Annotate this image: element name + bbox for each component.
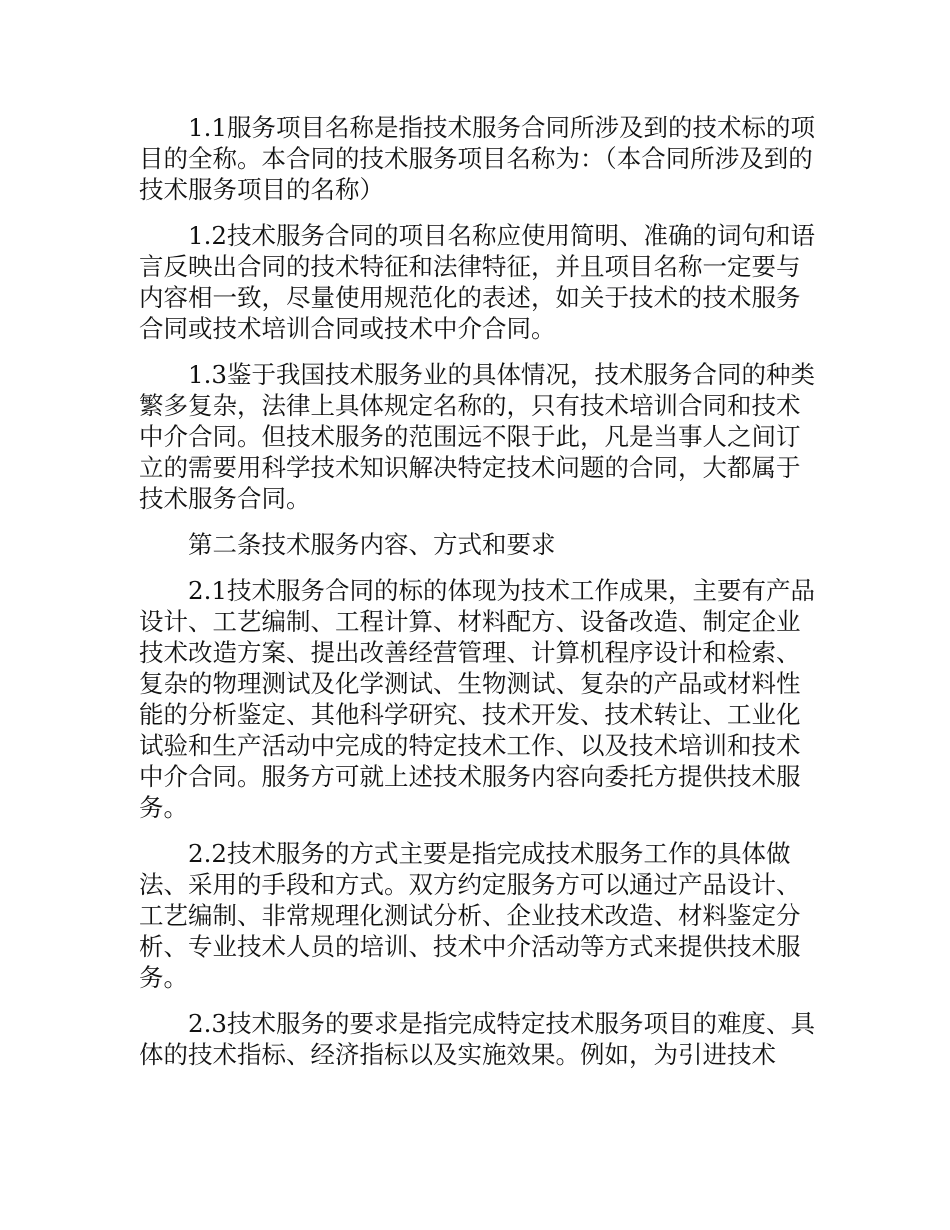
paragraph-2-2: 2.2技术服务的方式主要是指完成技术服务工作的具体做法、采用的手段和方式。双方约定服务方可以通过产品设计、工艺编制、非常规理化测试分析、企业技术改造、材料鉴定分析、专业技术人员的培训、技术中介活动等方式来提供技术服务。 [139,839,801,992]
paragraph-2-3: 2.3技术服务的要求是指完成特定技术服务项目的难度、具体的技术指标、经济指标以及实施效果。例如，为引进技术 [139,1009,815,1069]
paragraph-1-1: 1.1服务项目名称是指技术服务合同所涉及到的技术标的项目的全称。本合同的技术服务项目名称为：（本合同所涉及到的技术服务项目的名称） [139,113,815,204]
paragraph-2-1: 2.1技术服务合同的标的体现为技术工作成果，主要有产品设计、工艺编制、工程计算、材料配方、设备改造、制定企业技术改造方案、提出改善经营管理、计算机程序设计和检索、复杂的物理测试及化学测试、生物测试、复杂的产品或材料性能的分析鉴定、其他科学研究、技术开发、技术转让、工业化试验和生产活动中完成的特定技术工作、以及技术培训和技术中介合同。服务方可就上述技术服务内容向委托方提供技术服务。 [139,576,815,822]
document-body [139,112,819,1085]
paragraph-1-2: 1.2技术服务合同的项目名称应使用简明、准确的词句和语言反映出合同的技术特征和法律特征，并且项目名称一定要与内容相一致，尽量使用规范化的表述，如关于技术的技术服务合同或技术培训合同或技术中介合同。 [139,221,815,343]
section-heading-article-2: 第二条技术服务内容、方式和要求 [188,530,556,559]
paragraph-1-3: 1.3鉴于我国技术服务业的具体情况，技术服务合同的种类繁多复杂，法律上具体规定名称的，只有技术培训合同和技术中介合同。但技术服务的范围远不限于此，凡是当事人之间订立的需要用科学技术知识解决特定技术问题的合同，大都属于技术服务合同。 [139,360,815,513]
